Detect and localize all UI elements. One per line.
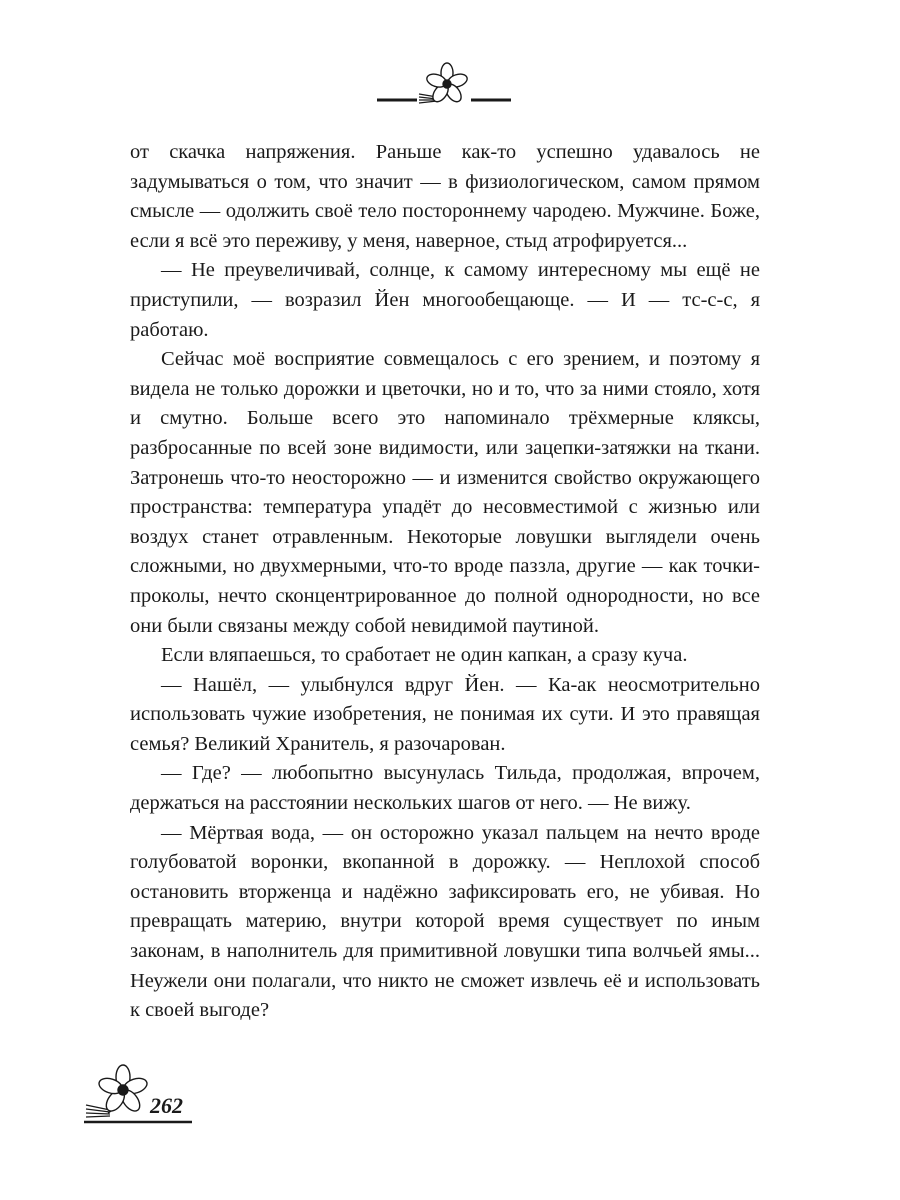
- page-number: 262: [150, 1093, 183, 1118]
- paragraph: — Где? — любопытно высунулась Тильда, продолжая, впрочем, держаться на расстоянии нескольких шагов от него. — Не вижу.: [130, 762, 760, 815]
- paragraph: — Нашёл, — улыбнулся вдруг Йен. — Ка-ак неосмотрительно использовать чужие изобретения, не понимая их сути. И это правящая семья? Великий Хранитель, я разочарован.: [130, 673, 760, 755]
- page-footer: [80, 1060, 210, 1130]
- paragraph: Сейчас моё восприятие совмещалось с его зрением, и поэтому я видела не только дорожки и цветочки, но и то, что за ними стояло, хотя и смутно. Больше всего это напоминало трёхмерные кляксы, разбросанные по всей зоне видимости, или зацепки-затяжки на ткани. Затронешь что-то неосторожно — и изменится свойство окружающего пространства: температура упадёт до несовместимой с жизнью или воздух станет отравленным. Некоторые ловушки выглядели очень сложными, но двухмерными, что-то вроде паззла, другие — как точки-проколы, нечто сконцентрированное до полной однородности, но все они были связаны между собой невидимой паутиной.: [130, 348, 760, 637]
- paragraph: Если вляпаешься, то сработает не один капкан, а сразу куча.: [161, 644, 688, 667]
- footer-flower-ornament-icon: [80, 1060, 210, 1130]
- header-flower-ornament-icon: [375, 62, 515, 112]
- paragraph: — Не преувеличивай, солнце, к самому интересному мы ещё не приступили, — возразил Йен многообещающе. — И — тс-с-с, я работаю.: [130, 259, 760, 341]
- chapter-text: [130, 138, 760, 1026]
- paragraph: — Мёртвая вода, — он осторожно указал пальцем на нечто вроде голубоватой воронки, вкопанной в дорожку. — Неплохой способ остановить вторженца и надёжно зафиксировать его, не убивая. Но превращать материю, внутри которой время существует по иным законам, в наполнитель для примитивной ловушки типа волчьей ямы... Неужели они полагали, что никто не сможет извлечь её и использовать к своей выгоде?: [130, 821, 760, 1022]
- paragraph: от скачка напряжения. Раньше как-то успешно удавалось не задумываться о том, что значит — в физиологическом, самом прямом смысле — одолжить своё тело постороннему чародею. Мужчине. Боже, если я всё это переживу, у меня, наверное, стыд атрофируется...: [130, 141, 760, 252]
